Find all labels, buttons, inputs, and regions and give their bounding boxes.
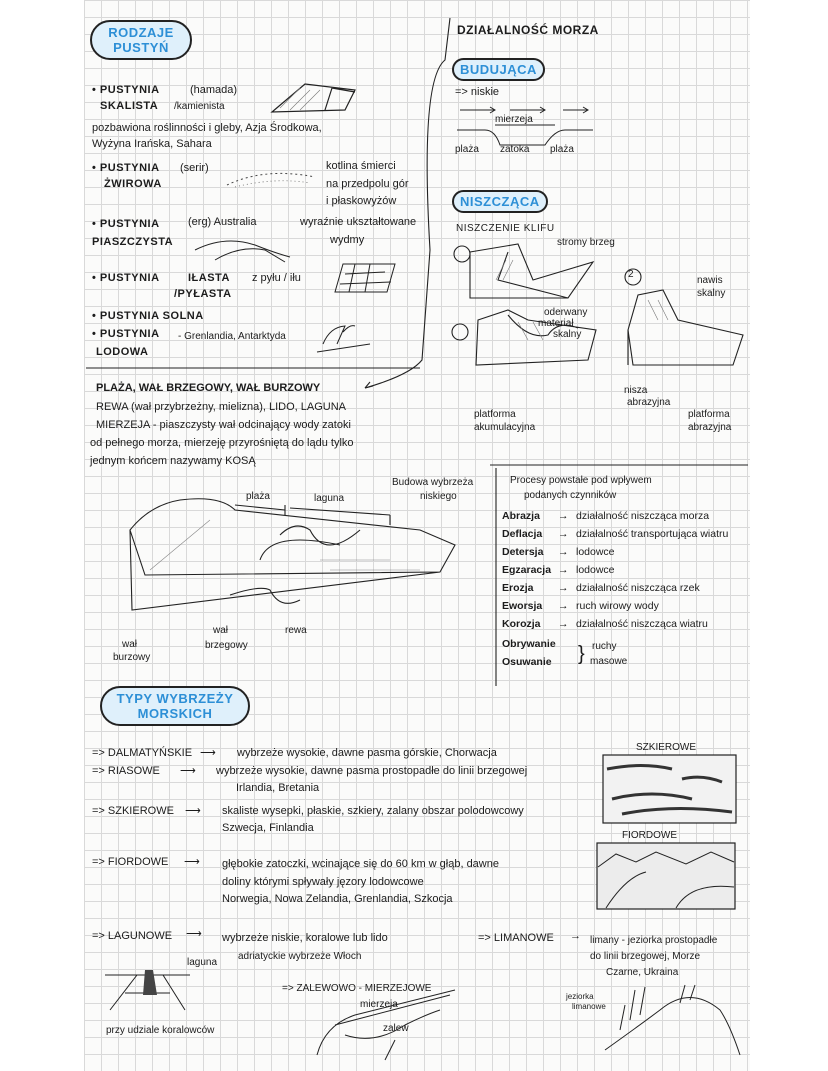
process-term: Egzaracja xyxy=(502,564,552,576)
storm-ridge-label: burzowy xyxy=(113,652,151,663)
accum-platform-label: akumulacyjna xyxy=(474,422,536,433)
coast-type-name: => FIORDOWE xyxy=(92,856,169,868)
building-title-text: BUDUJĄCA xyxy=(460,62,537,77)
arrow-icon: → xyxy=(558,564,569,576)
brace-icon: } xyxy=(578,643,585,665)
fjord-coast-sketch xyxy=(596,842,736,910)
coast-type-name: => SZKIEROWE xyxy=(92,805,174,817)
coast-type-desc: wybrzeże wysokie, dawne pasma prostopadłe do linii brzegowej xyxy=(216,765,528,777)
desert-ice-extra: - Grenlandia, Antarktyda xyxy=(178,331,286,342)
coast-type-desc: wybrzeże wysokie, dawne pasma górskie, Chorwacja xyxy=(237,747,497,759)
debris-label: materiał xyxy=(538,318,574,329)
desert-salt-name: • PUSTYNIA SOLNA xyxy=(92,310,204,322)
desert-gravel-name: • PUSTYNIA xyxy=(92,162,160,174)
niche-label: nisza xyxy=(624,385,648,396)
coast-types-title xyxy=(100,686,250,726)
arrow-icon: ⟶ xyxy=(200,747,216,759)
destroying-title xyxy=(452,190,548,213)
desert-sand-name2: PIASZCZYSTA xyxy=(92,236,174,248)
coast-type-desc: wybrzeże niskie, koralowe lub lido xyxy=(222,932,388,944)
processes-title: podanych czynników xyxy=(524,490,617,501)
building-low-label: => niskie xyxy=(455,86,500,98)
coast-type-desc: Szwecja, Finlandia xyxy=(222,822,314,834)
storm-ridge-label: wał xyxy=(122,639,138,650)
coral-lagoon-sketch xyxy=(105,965,195,1015)
processes-title: Procesy powstałe pod wpływem xyxy=(510,475,652,486)
process-term: Detersja xyxy=(502,546,544,558)
desert-sand-extra: (erg) Australia xyxy=(188,216,257,228)
process-row xyxy=(502,618,747,636)
bay-label: zatoka xyxy=(500,144,530,155)
spit-label: mierzeja xyxy=(495,114,533,125)
process-term: Eworsja xyxy=(502,600,543,612)
desert-rocky-extra: (hamada) xyxy=(190,84,238,96)
process-row xyxy=(502,564,747,582)
skerry-image-label: SZKIEROWE xyxy=(636,742,697,753)
steep-shore-label: stromy brzeg xyxy=(557,237,615,248)
spit-label: mierzeja xyxy=(360,999,398,1010)
coast-type-desc: limany - jeziorka prostopadłe xyxy=(590,935,718,946)
process-desc: działalność niszcząca wiatru xyxy=(576,618,708,630)
overhang-label: skalny xyxy=(697,288,726,299)
coast-type-name: => ZALEWOWO - MIERZEJOWE xyxy=(282,983,432,994)
abrasion-platform-label: abrazyjna xyxy=(688,422,732,433)
desert-ice-name2: LODOWA xyxy=(96,346,149,358)
process-row xyxy=(502,546,747,564)
desert-sand-name: • PUSTYNIA xyxy=(92,218,160,230)
mass-term: Osuwanie xyxy=(502,656,552,668)
desert-sand-desc: wyraźnie ukształtowane xyxy=(300,216,417,228)
process-row xyxy=(502,510,747,528)
arrow-icon: → xyxy=(558,582,569,594)
desert-rocky-alt: /kamienista xyxy=(174,101,225,112)
process-desc: działalność niszcząca rzek xyxy=(576,582,700,594)
beach-label-1: plaża xyxy=(455,144,479,155)
reef-label: rewa xyxy=(285,625,307,636)
coast-type-desc: Irlandia, Bretania xyxy=(236,782,320,794)
process-term: Abrazja xyxy=(502,510,540,522)
beach-label: plaża xyxy=(246,491,270,502)
shore-ridge-label: brzegowy xyxy=(205,640,248,651)
accum-platform-label: platforma xyxy=(474,409,516,420)
coast-type-desc: Norwegia, Nowa Zelandia, Grenlandia, Szkocja xyxy=(222,893,453,905)
liman-label: jeziorka xyxy=(566,992,594,1001)
desert-rocky-desc: Wyżyna Irańska, Sahara xyxy=(92,138,212,150)
beach-label-2: plaża xyxy=(550,144,574,155)
coast-type-desc: Czarne, Ukraina xyxy=(606,967,679,978)
arrow-icon: → xyxy=(558,510,569,522)
process-desc: lodowce xyxy=(576,564,615,576)
step-2-number: 2 xyxy=(628,269,634,280)
process-desc: lodowce xyxy=(576,546,615,558)
arrow-icon: ⟶ xyxy=(185,805,201,817)
desert-gravel-desc: na przedpolu gór xyxy=(326,178,409,190)
niche-label: abrazyjna xyxy=(627,397,671,408)
arrow-icon: ⟶ xyxy=(180,765,196,777)
coast-type-name: => RIASOWE xyxy=(92,765,160,777)
sea-forms-line: REWA (wał przybrzeżny, mielizna), LIDO, LAGUNA xyxy=(96,401,347,413)
lagoon-label: laguna xyxy=(187,957,218,968)
fjord-image-label: FIORDOWE xyxy=(622,830,677,841)
coral-note: przy udziale koralowców xyxy=(106,1025,215,1036)
skerry-coast-sketch xyxy=(602,754,737,824)
desert-gravel-name2: ŻWIROWA xyxy=(104,178,162,190)
process-row xyxy=(502,528,747,546)
desert-gravel-desc: kotlina śmierci xyxy=(326,160,396,172)
processes-list xyxy=(502,510,747,636)
desert-rocky-name2: SKALISTA xyxy=(100,100,159,112)
debris-label: skalny xyxy=(553,329,582,340)
low-coast-title: niskiego xyxy=(420,491,457,502)
liman-label: limanowe xyxy=(572,1002,606,1011)
desert-clay-name2: IŁASTA xyxy=(188,272,230,284)
desert-clay-alt: /PYŁASTA xyxy=(174,288,232,300)
process-desc: działalność transportująca wiatru xyxy=(576,528,729,540)
desert-ice-name: • PUSTYNIA xyxy=(92,328,160,340)
shore-ridge-label: wał xyxy=(213,625,229,636)
process-term: Korozja xyxy=(502,618,541,630)
abrasion-platform-label: platforma xyxy=(688,409,730,420)
sea-forms-line: od pełnego morza, mierzeję przyrośniętą do lądu tylko xyxy=(90,437,354,449)
desert-rocky-name: • PUSTYNIA xyxy=(92,84,160,96)
process-row xyxy=(502,600,747,618)
arrow-icon: → xyxy=(558,618,569,630)
sea-forms-line: MIERZEJA - piaszczysty wał odcinający wody zatoki xyxy=(96,419,351,431)
desert-sand-desc: wydmy xyxy=(330,234,365,246)
coast-type-name: => LAGUNOWE xyxy=(92,930,173,942)
bay-label: zalew xyxy=(383,1023,409,1034)
arrow-icon: ⟶ xyxy=(184,856,200,868)
cliff-stages-diagram xyxy=(448,240,748,400)
coast-type-name: => LIMANOWE xyxy=(478,932,554,944)
lagoon-label: laguna xyxy=(314,493,345,504)
arrow-icon: → xyxy=(558,546,569,558)
coast-types-title-text: MORSKICH xyxy=(137,706,213,721)
mass-desc: ruchy xyxy=(592,641,617,652)
sea-forms-line: jednym końcem nazywamy KOSĄ xyxy=(90,455,256,467)
desert-gravel-extra: (serir) xyxy=(180,162,209,174)
arrow-icon: → xyxy=(570,930,581,942)
deserts-title-text: RODZAJE PUSTYŃ xyxy=(108,25,174,55)
desert-gravel-desc: i płaskowyżów xyxy=(326,195,397,207)
process-desc: ruch wirowy wody xyxy=(576,600,659,612)
process-desc: działalność niszcząca morza xyxy=(576,510,710,522)
coast-types-title-text: TYPY WYBRZEŻY xyxy=(116,691,234,706)
overhang-label: nawis xyxy=(697,275,723,286)
arrow-icon: → xyxy=(558,600,569,612)
desert-rocky-desc: pozbawiona roślinności i gleby, Azja Środkowa, xyxy=(92,122,322,134)
mass-term: Obrywanie xyxy=(502,638,556,650)
sea-title: DZIAŁALNOŚĆ MORZA xyxy=(457,23,599,37)
coast-type-desc: adriatyckie wybrzeże Włoch xyxy=(238,951,362,962)
low-coast-diagram xyxy=(120,490,480,620)
coast-type-desc: doliny którymi spływały jęzory lodowcowe xyxy=(222,876,424,888)
low-coast-title: Budowa wybrzeża xyxy=(392,477,474,488)
destroying-title-text: NISZCZĄCA xyxy=(460,194,540,209)
liman-coast-sketch xyxy=(600,985,740,1060)
desert-clay-name: • PUSTYNIA xyxy=(92,272,160,284)
coast-type-name: => DALMATYŃSKIE xyxy=(92,747,193,759)
process-term: Deflacja xyxy=(502,528,543,540)
coast-type-desc: skaliste wysepki, płaskie, szkiery, zalany obszar polodowcowy xyxy=(222,805,524,817)
sea-forms-line: PLAŻA, WAŁ BRZEGOWY, WAŁ BURZOWY xyxy=(96,382,321,394)
coast-type-desc: głębokie zatoczki, wcinające się do 60 km w głąb, dawne xyxy=(222,858,499,870)
arrow-icon: ⟶ xyxy=(186,928,202,940)
arrow-icon: → xyxy=(558,528,569,540)
mass-desc: masowe xyxy=(590,656,628,667)
desert-clay-extra: z pyłu / iłu xyxy=(252,272,301,284)
coast-type-desc: do linii brzegowej, Morze xyxy=(590,951,701,962)
process-row xyxy=(502,582,747,600)
debris-label: oderwany xyxy=(544,307,588,318)
process-term: Erozja xyxy=(502,582,534,594)
building-title xyxy=(452,58,545,81)
cliff-subtitle: NISZCZENIE KLIFU xyxy=(456,223,555,234)
